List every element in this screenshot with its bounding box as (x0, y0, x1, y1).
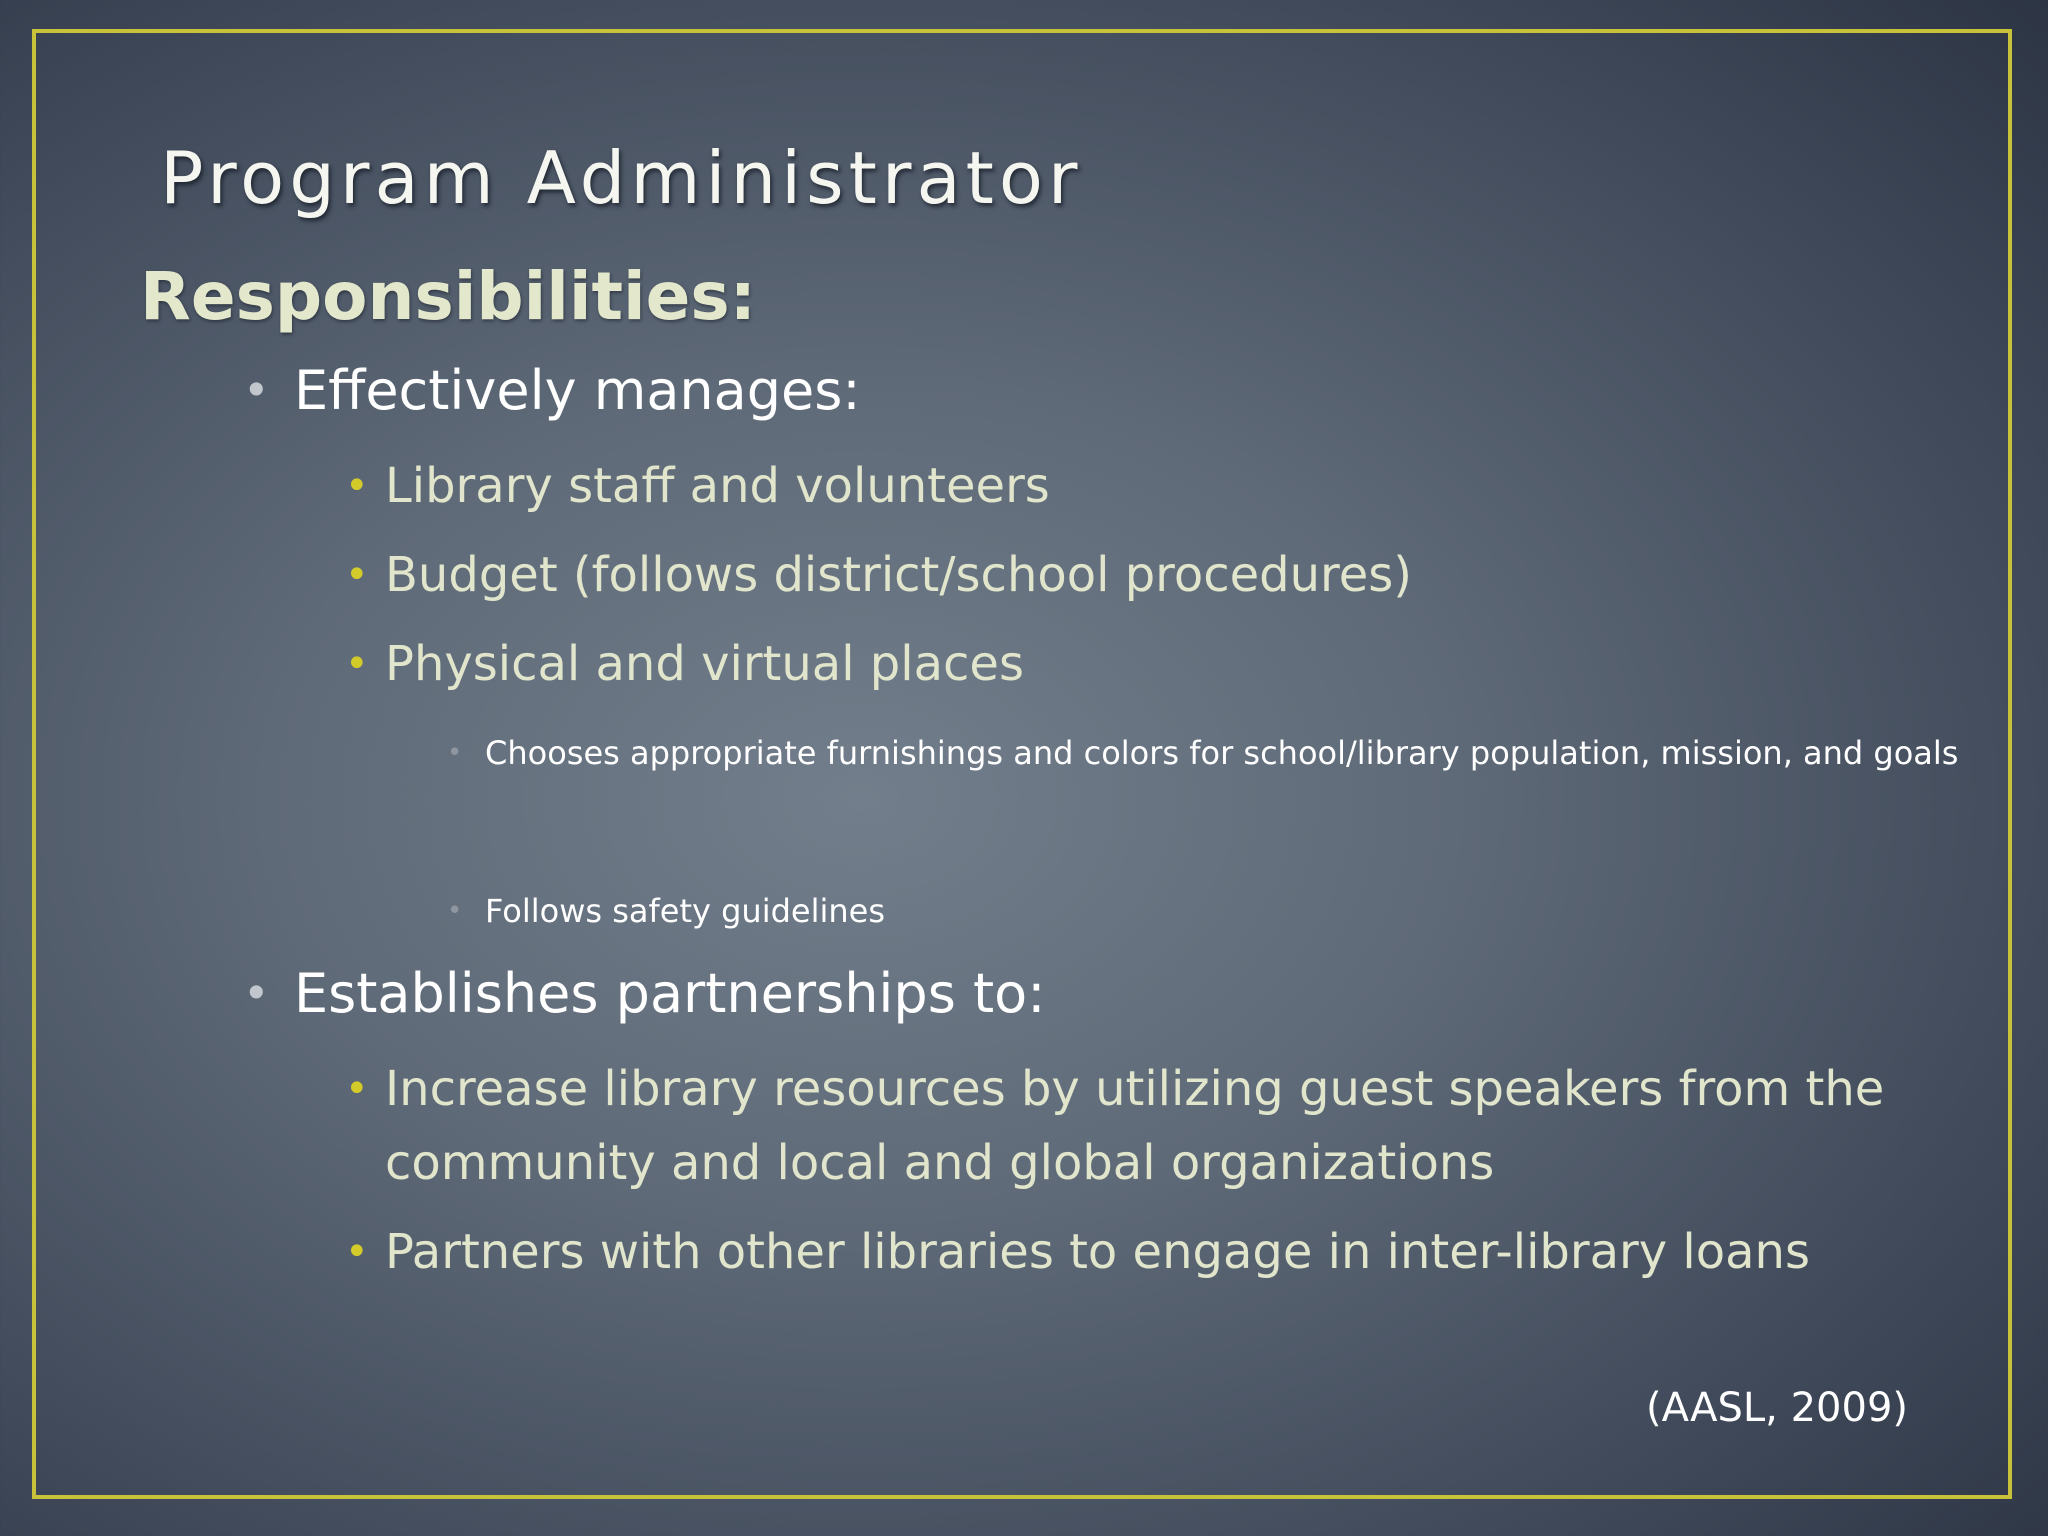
citation: (AASL, 2009) (1646, 1385, 1908, 1431)
bullet-label: Physical and virtual places (385, 636, 1024, 692)
bullet-marker: • (345, 463, 369, 509)
bullet-label: Follows safety guidelines (485, 892, 886, 930)
bullet-label: Partners with other libraries to engage in inter-library loans (385, 1224, 1810, 1280)
bullet-marker: • (345, 1066, 369, 1112)
bullet-marker: • (243, 364, 270, 417)
bullet-marker: • (447, 738, 463, 768)
bullet-marker: • (447, 896, 463, 926)
bullet-label: Increase library resources by utilizing guest speakers from the community and local and global organizations (385, 1061, 1885, 1191)
bullet-marker: • (345, 1229, 369, 1275)
slide-title: Program Administrator (160, 136, 1083, 220)
bullet-marker: • (345, 641, 369, 687)
bullet-marker: • (345, 552, 369, 598)
bullet-marker: • (243, 967, 270, 1020)
bullet-label: Library staff and volunteers (385, 458, 1050, 514)
bullet-label: Chooses appropriate furnishings and colors for school/library population, mission, and goals (485, 734, 1959, 772)
bullet-label: Budget (follows district/school procedures) (385, 547, 1412, 603)
responsibilities-heading: Responsibilities: (140, 258, 757, 335)
bullet-label: Establishes partnerships to: (294, 962, 1046, 1025)
bullet-label: Effectively manages: (294, 359, 861, 422)
